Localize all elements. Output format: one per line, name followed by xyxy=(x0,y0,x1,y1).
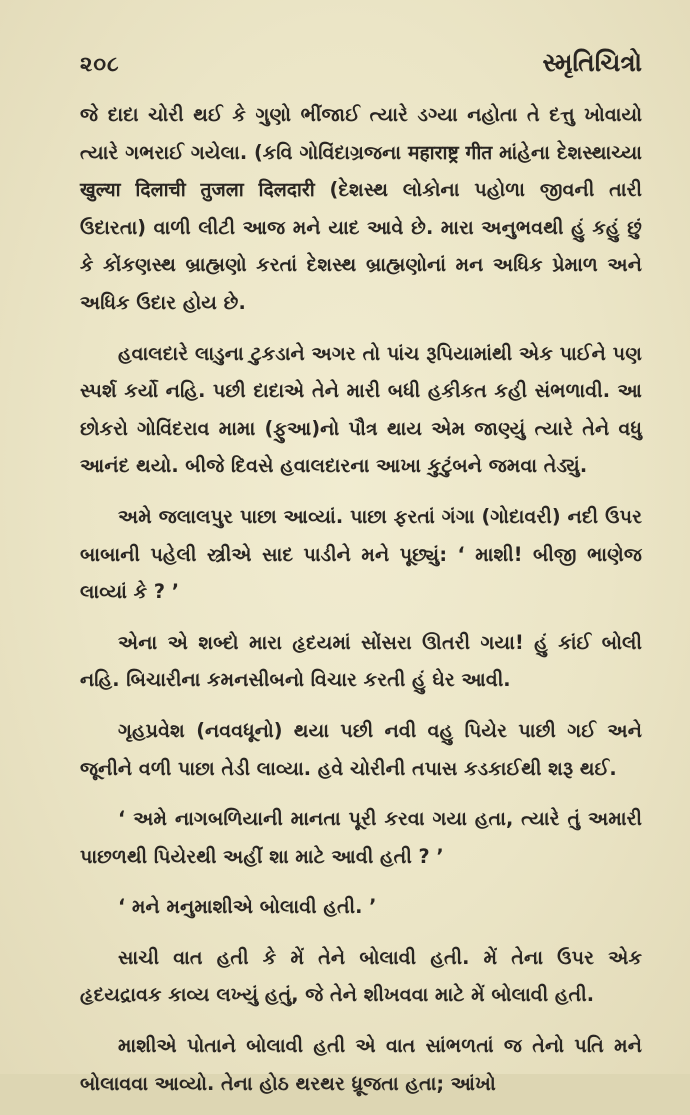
paragraph: ‘ અમે નાગબળિયાની માનતા પૂરી કરવા ગયા હતા, ત્યારે તું અમારી પાછળથી પિયેરથી અહીં શા માટે આવી હતી ? ’ xyxy=(80,807,642,868)
body-text xyxy=(80,96,642,1115)
paragraph: જે દાદા ચોરી થઈ કે ગુણો ભીંજાઈ ત્યારે ડગ્યા નહોતા તે દત્તુ ખોવાયો ત્યારે ગભરાઈ ગયેલા. (કવિ ગોવિંદાગ્રજના महाराष्ट्र गीत માંહેના દેશસ્થાચ્યા खुल्या दिलाची तुजला दिलदारी (દેશસ્થ લોકોના પહોળા જીવની તારી ઉદારતા) વાળી લીટી આજ મને યાદ આવે છે. મારા અનુભવથી હું કહું છું કે કોંકણસ્થ બ્રાહ્મણો કરતાં દેશસ્થ બ્રાહ્મણોનાં મન અધિક પ્રેમાળ અને અધિક ઉદાર હોય છે. xyxy=(80,103,642,314)
paragraph: માશીએ પોતાને બોલાવી હતી એ વાત સાંભળતાં જ તેનો પતિ મને બોલાવવા આવ્યો. તેના હોઠ થરથર ધ્રૂજતા હતા; આંખો xyxy=(80,1034,642,1095)
paragraph: ગૃહપ્રવેશ (નવવધૂનો) થયા પછી નવી વહુ પિયેર પાછી ગઈ અને જૂનીને વળી પાછા તેડી લાવ્યા. હવે ચોરીની તપાસ કડકાઈથી શરૂ થઈ. xyxy=(80,718,642,780)
paragraph: સાચી વાત હતી કે મેં તેને બોલાવી હતી. મેં તેના ઉપર એક હૃદયદ્રાવક કાવ્ય લખ્યું હતું, જે તેને શીખવવા માટે મેં બોલાવી હતી. xyxy=(80,945,642,1007)
paragraph: અમે જલાલપુર પાછા આવ્યાં. પાછા ફરતાં ગંગા (ગોદાવરી) નદી ઉપર બાબાની પહેલી સ્ત્રીએ સાદ પાડીને મને પૂછ્યું: ‘ માશી! બીજી ભાણેજ લાવ્યાં કે ? ’ xyxy=(80,504,642,604)
paragraph: હવાલદારે લાડુના ટુકડાને અગર તો પાંચ રૂપિયામાંથી એક પાઈને પણ સ્પર્શ કર્યો નહિ. પછી દાદાએ તેને મારી બધી હકીકત કહી સંભળાવી. આ છોકરો ગોવિંદરાવ મામા (ફુઆ)નો પૌત્ર થાય એમ જાણ્યું ત્યારે તેને વધુ આનંદ થયો. બીજે દિવસે હવાલદારના આખા કુટુંબને જમવા તેડ્યું. xyxy=(80,341,642,478)
page-header xyxy=(80,46,642,86)
page-number: ૨૦૮ xyxy=(80,52,120,76)
running-title: સ્મૃતિચિત્રો xyxy=(542,48,642,77)
paragraph: એના એ શબ્દો મારા હૃદયમાં સોંસરા ઊતરી ગયા! હું કાંઈ બોલી નહિ. બિચારીના કમનસીબનો વિચાર કરતી હું ઘેર આવી. xyxy=(80,630,642,692)
paragraph: ‘ મને મનુમાશીએ બોલાવી હતી. ’ xyxy=(118,895,377,919)
